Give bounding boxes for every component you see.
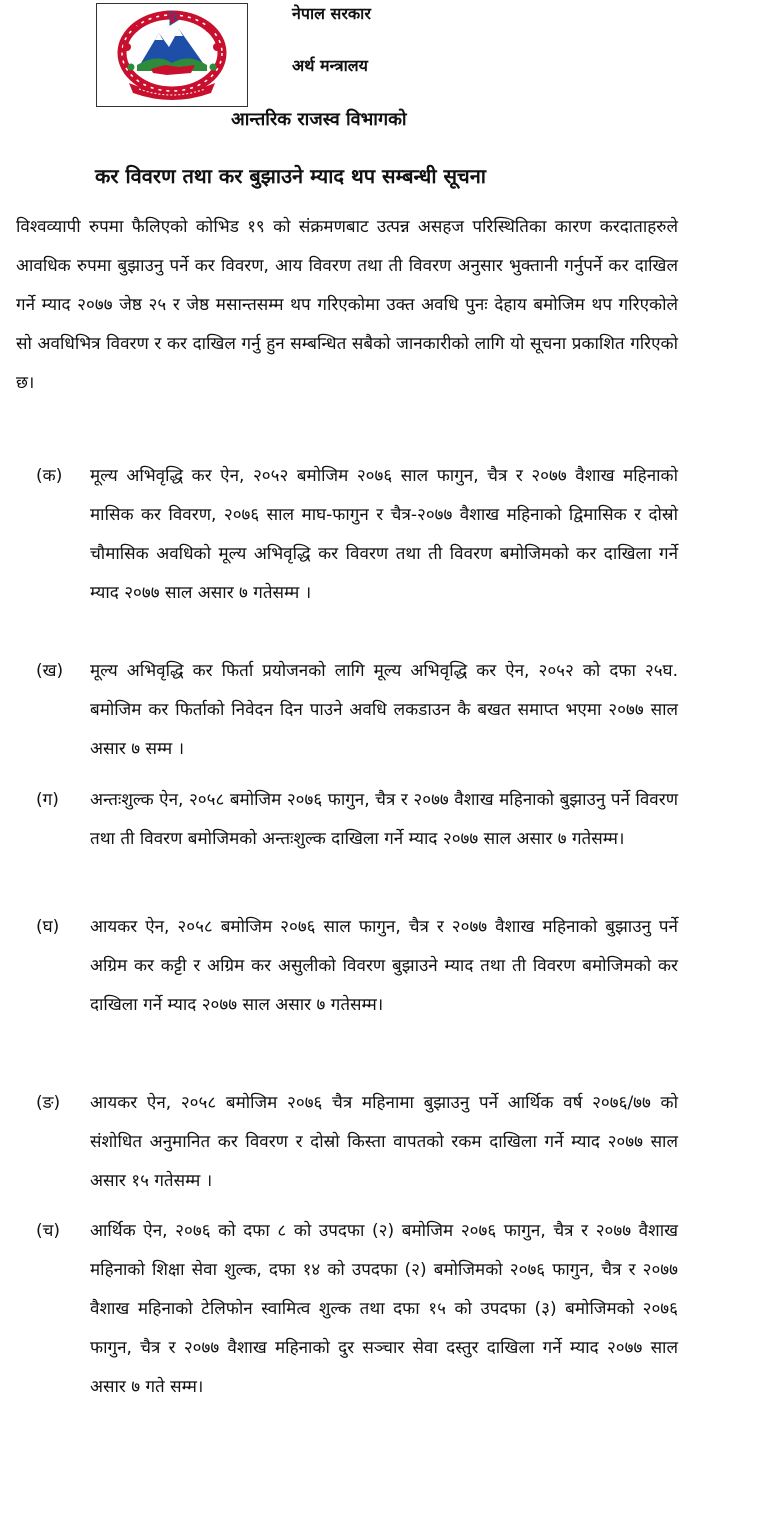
government-name: नेपाल सरकार [292, 4, 371, 23]
item-text: आयकर ऐन, २०५८ बमोजिम २०७६ चैत्र महिनामा बुझाउनु पर्ने आर्थिक वर्ष २०७६/७७ को संशोधित अनुमानित कर विवरण र दोस्रो किस्ता वापतको रकम दाखिला गर्ने म्याद २०७७ साल असार १५ गतेसम्म । [90, 1093, 678, 1191]
item-marker: (ग) [36, 790, 59, 810]
item-text: आयकर ऐन, २०५८ बमोजिम २०७६ साल फागुन, चैत्र र २०७७ वैशाख महिनाको बुझाउनु पर्ने अग्रिम कर कट्टी र अग्रिम कर असुलीको विवरण बुझाउने म्याद तथा ती विवरण बमोजिमको कर दाखिला गर्ने म्याद २०७७ साल असार ७ गतेसम्म। [90, 917, 678, 1015]
department-name: आन्तरिक राजस्व विभागको [231, 109, 407, 130]
nepal-government-emblem-icon [107, 7, 237, 103]
item-marker: (क) [36, 466, 63, 486]
item-marker: (घ) [36, 917, 60, 937]
item-text: अन्तःशुल्क ऐन, २०५८ बमोजिम २०७६ फागुन, चैत्र र २०७७ वैशाख महिनाको बुझाउनु पर्ने विवरण तथा ती विवरण बमोजिमको अन्तःशुल्क दाखिला गर्ने म्याद २०७७ साल असार ७ गतेसम्म। [90, 790, 678, 849]
list-item-nga [36, 1084, 678, 1201]
notice-title: कर विवरण तथा कर बुझाउने म्याद थप सम्बन्धी सूचना [95, 164, 486, 188]
list-item-kha [36, 652, 678, 769]
item-text: आर्थिक ऐन, २०७६ को दफा ८ को उपदफा (२) बमोजिम २०७६ फागुन, चैत्र र २०७७ वैशाख महिनाको शिक्षा सेवा शुल्क, दफा १४ को उपदफा (२) बमोजिमको २०७६ फागुन, चैत्र र २०७७ वैशाख महिनाको टेलिफोन स्वामित्व शुल्क तथा दफा १५ को उपदफा (३) बमोजिमको २०७६ फागुन, चैत्र र २०७७ वैशाख महिनाको दुर सञ्चार सेवा दस्तुर दाखिला गर्ने म्याद २०७७ साल असार ७ गते सम्म। [90, 1221, 678, 1397]
item-marker: (ङ) [36, 1093, 61, 1113]
item-marker: (च) [36, 1221, 61, 1241]
list-item-gha [36, 908, 678, 1025]
item-text: मूल्य अभिवृद्धि कर ऐन, २०५२ बमोजिम २०७६ साल फागुन, चैत्र र २०७७ वैशाख महिनाको मासिक कर विवरण, २०७६ साल माघ-फागुन र चैत्र-२०७७ वैशाख महिनाको द्विमासिक र दोस्रो चौमासिक अवधिको मूल्य अभिवृद्धि कर विवरण तथा ती विवरण बमोजिमको कर दाखिला गर्ने म्याद २०७७ साल असार ७ गतेसम्म । [90, 466, 678, 603]
emblem-frame [96, 3, 248, 107]
item-marker: (ख) [36, 661, 64, 681]
ministry-name: अर्थ मन्त्रालय [292, 56, 368, 75]
item-text: मूल्य अभिवृद्धि कर फिर्ता प्रयोजनको लागि मूल्य अभिवृद्धि कर ऐन, २०५२ को दफा २५घ. बमोजिम कर फिर्ताको निवेदन दिन पाउने अवधि लकडाउन कै बखत समाप्त भएमा २०७७ साल असार ७ सम्म । [90, 661, 678, 759]
intro-paragraph: विश्वव्यापी रुपमा फैलिएको कोभिड १९ को संक्रमणबाट उत्पन्न असहज परिस्थितिका कारण करदाताहरुले आवधिक रुपमा बुझाउनु पर्ने कर विवरण, आय विवरण तथा ती विवरण अनुसार भुक्तानी गर्नुपर्ने कर दाखिल गर्ने म्याद २०७७ जेष्ठ २५ र जेष्ठ मसान्तसम्म थप गरिएकोमा उक्त अवधि पुनः देहाय बमोजिम थप गरिएकोले सो अवधिभित्र विवरण र कर दाखिल गर्नु हुन सम्बन्धित सबैको जानकारीको लागि यो सूचना प्रकाशित गरिएको छ। [16, 217, 678, 393]
list-item-ga [36, 781, 678, 859]
list-item-ka [36, 457, 678, 613]
list-item-cha [36, 1212, 678, 1407]
